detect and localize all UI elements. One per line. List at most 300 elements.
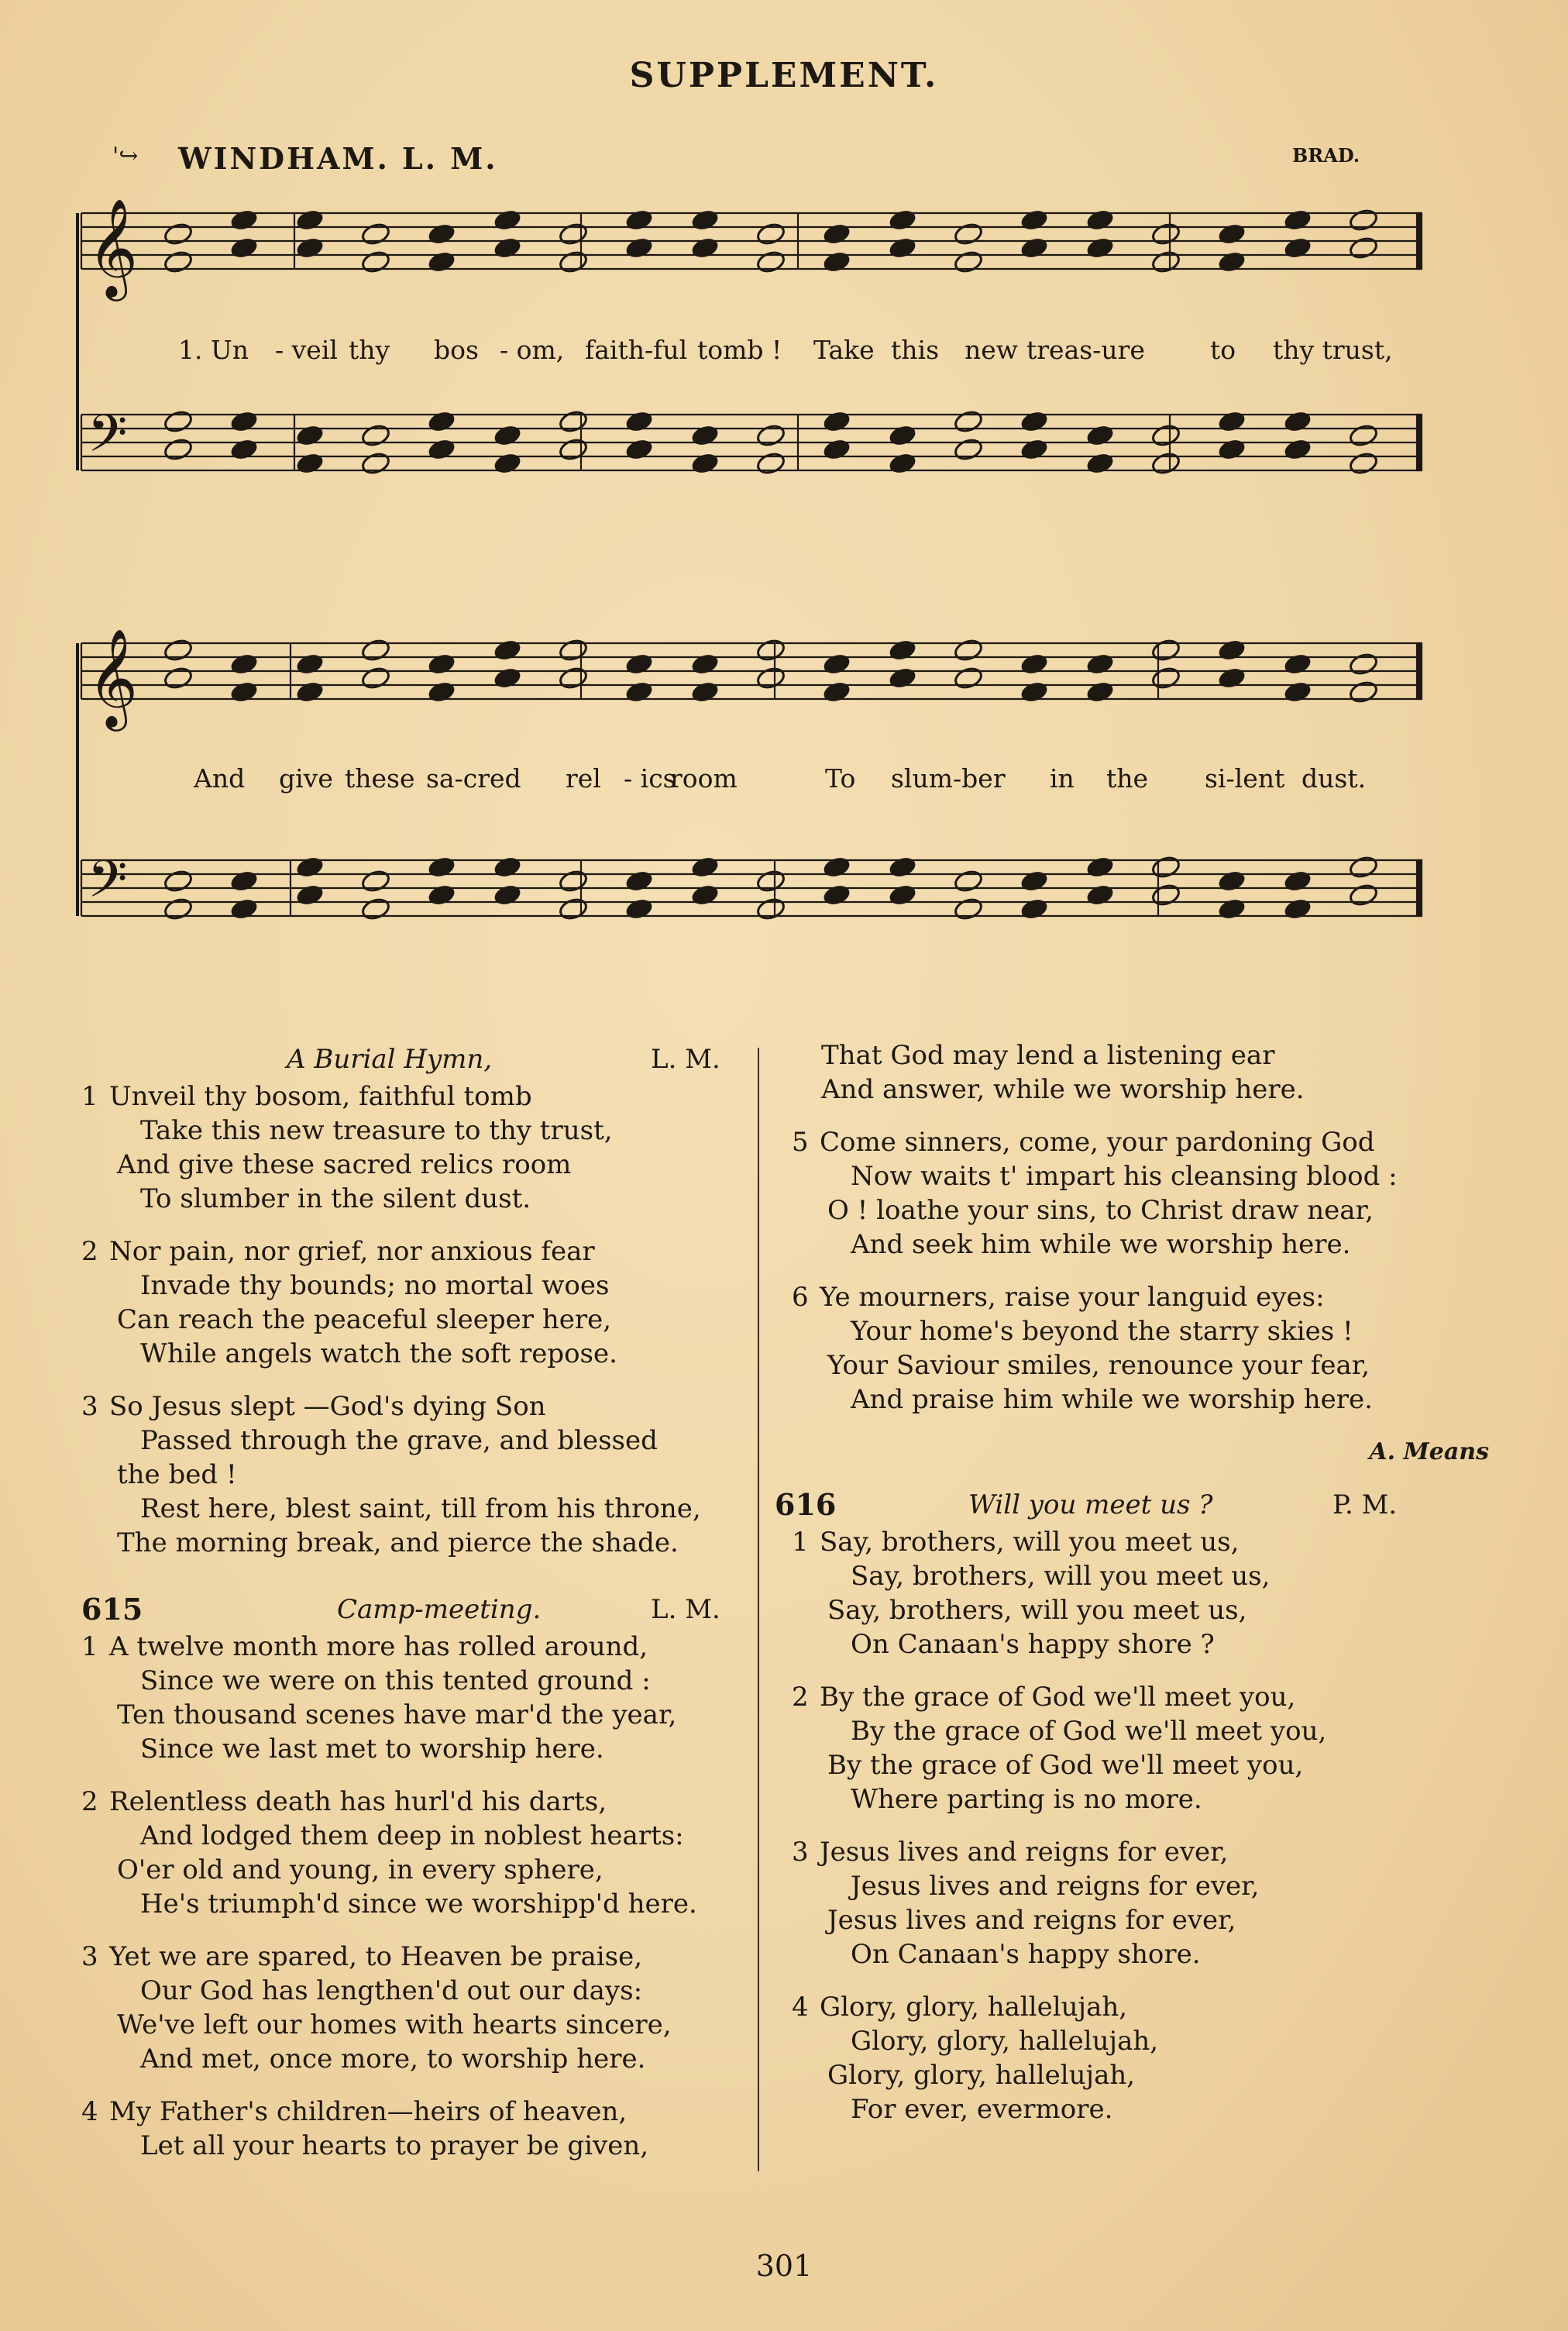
note-head: [1150, 423, 1181, 448]
stanza-line: [792, 1748, 1472, 1782]
stanza-number: 1: [792, 1527, 809, 1558]
note-head: [1019, 897, 1049, 921]
line-text: And give these sacred relics room: [117, 1149, 572, 1180]
stanza-line: [792, 1227, 1489, 1262]
stanza: [792, 1990, 1472, 2126]
line-text: Jesus lives and reigns for ever,: [851, 1871, 1260, 1902]
note-head: [163, 638, 193, 663]
stanza-line: [81, 1182, 755, 1216]
hymn-number: 615: [81, 1592, 143, 1627]
stanza-line: [792, 1835, 1472, 1869]
note-head: [229, 897, 259, 921]
note-head: [229, 680, 259, 704]
stanza: [81, 1785, 755, 1921]
lyric-syllable: si-lent: [1205, 763, 1285, 794]
lyric-syllable: 1. Un: [178, 335, 249, 365]
lyric-syllable: dust.: [1302, 763, 1367, 794]
note-head: [1019, 652, 1049, 677]
lyric-syllable: room: [670, 763, 738, 794]
note-head: [558, 250, 588, 274]
stanza-line: [792, 1314, 1489, 1348]
note-head: [163, 666, 193, 690]
note-head: [1150, 222, 1181, 246]
note-head: [492, 855, 522, 880]
note-head: [294, 680, 325, 704]
stanza-line: [81, 1940, 755, 1974]
note-head: [1019, 236, 1049, 260]
note-head: [492, 208, 522, 232]
lyric-syllable: bos: [434, 335, 479, 365]
note-head: [624, 652, 654, 677]
note-head: [1150, 638, 1181, 663]
note-head: [755, 451, 786, 476]
note-head: [360, 638, 390, 663]
note-head: [887, 208, 917, 232]
note-head: [1216, 222, 1246, 246]
hymn-615: [81, 1592, 755, 2181]
note-head: [1216, 666, 1246, 690]
note-head: [821, 855, 851, 880]
stanza-number: 2: [81, 1236, 98, 1267]
line-text: Ten thousand scenes have mar'd the year,: [117, 1699, 677, 1730]
note-head: [689, 680, 720, 704]
note-head: [624, 437, 654, 462]
note-head: [1216, 869, 1246, 893]
music-score: [0, 0, 1568, 1007]
note-head: [1085, 652, 1115, 677]
stanza-line: [81, 1234, 755, 1269]
note-head: [558, 409, 588, 434]
note-head: [558, 897, 588, 921]
stanza-line: [81, 1424, 755, 1458]
note-head: [426, 437, 456, 462]
stanza-line: [81, 2042, 755, 2076]
tune-mark: '↪: [112, 143, 139, 170]
line-text: And praise him while we worship here.: [851, 1384, 1373, 1415]
stanza-number: 3: [792, 1837, 809, 1868]
note-head: [953, 222, 983, 246]
note-head: [1282, 208, 1312, 232]
note-head: [1348, 883, 1378, 907]
line-text: Since we were on this tented ground :: [140, 1665, 651, 1696]
note-heads: [88, 198, 1379, 921]
note-head: [821, 652, 851, 677]
line-text: Say, brothers, will you meet us,: [820, 1527, 1240, 1558]
bass-clef-icon: 𝄢: [88, 404, 128, 476]
stanza-line: [81, 1630, 755, 1664]
note-head: [755, 250, 786, 274]
lyric-syllable: these: [345, 763, 415, 794]
final-barline: [1417, 860, 1422, 916]
hymn-header: [775, 1488, 1472, 1525]
note-head: [426, 409, 456, 434]
note-head: [624, 409, 654, 434]
stanza-number: 4: [792, 1992, 809, 2023]
note-head: [887, 638, 917, 663]
note-head: [887, 451, 917, 476]
note-head: [689, 208, 720, 232]
note-head: [492, 423, 522, 448]
note-head: [689, 883, 720, 907]
note-head: [558, 437, 588, 462]
note-head: [1282, 236, 1312, 260]
note-head: [360, 222, 390, 246]
note-head: [492, 666, 522, 690]
stanza-line: [792, 1073, 1489, 1107]
stanza: [792, 1125, 1489, 1262]
note-head: [558, 666, 588, 690]
note-head: [294, 423, 325, 448]
lyric-syllable: give: [279, 763, 333, 794]
note-head: [229, 869, 259, 893]
note-head: [953, 437, 983, 462]
note-head: [1085, 883, 1115, 907]
lyric-syllable: slum-ber: [891, 763, 1006, 794]
line-text: Let all your hearts to prayer be given,: [140, 2130, 649, 2161]
lyric-syllable: thy: [349, 335, 390, 365]
stanza-line: [81, 1303, 755, 1337]
stanza-line: [792, 1525, 1472, 1559]
note-head: [294, 236, 325, 260]
stanza: [81, 1630, 755, 1766]
note-head: [689, 423, 720, 448]
stanza-line: [792, 1680, 1472, 1714]
line-text: the bed !: [117, 1459, 237, 1490]
line-text: Say, brothers, will you meet us,: [851, 1561, 1271, 1592]
note-head: [1085, 855, 1115, 880]
note-head: [229, 409, 259, 434]
line-text: That God may lend a listening ear: [821, 1040, 1275, 1071]
line-text: My Father's children—heirs of heaven,: [109, 2096, 628, 2127]
line-text: The morning break, and pierce the shade.: [117, 1527, 679, 1558]
note-head: [1282, 680, 1312, 704]
line-text: Glory, glory, hallelujah,: [851, 2026, 1159, 2057]
line-text: Jesus lives and reigns for ever,: [820, 1837, 1229, 1868]
hymn-title: Will you meet us ?: [968, 1489, 1213, 1520]
line-text: And seek him while we worship here.: [851, 1229, 1351, 1260]
stanza-line: [81, 1785, 755, 1819]
line-text: A twelve month more has rolled around,: [109, 1631, 648, 1662]
line-text: By the grace of God we'll meet you,: [851, 1716, 1327, 1747]
note-head: [426, 855, 456, 880]
note-head: [1348, 423, 1378, 448]
note-head: [1085, 236, 1115, 260]
note-head: [294, 208, 325, 232]
note-head: [953, 250, 983, 274]
hymn-meter: L. M.: [651, 1044, 720, 1075]
final-barline: [1417, 415, 1422, 470]
line-text: And lodged them deep in noblest hearts:: [140, 1820, 684, 1851]
stanza-line: [81, 1389, 755, 1424]
lyric-syllable: faith-ful: [585, 335, 688, 365]
stanza-line: [81, 1732, 755, 1766]
note-head: [492, 883, 522, 907]
note-head: [163, 250, 193, 274]
note-head: [163, 869, 193, 893]
stanza-number: 2: [792, 1682, 809, 1713]
note-head: [821, 680, 851, 704]
stanza: [81, 2095, 755, 2163]
lyric-syllable: - veil: [275, 335, 338, 365]
note-head: [1019, 208, 1049, 232]
hymn-title: Camp-meeting.: [337, 1594, 542, 1625]
stanza-line: [792, 1903, 1472, 1937]
line-text: Come sinners, come, your pardoning God: [820, 1127, 1375, 1158]
lyric-syllable: - ics: [624, 763, 676, 794]
lyric-syllable: thy trust,: [1273, 335, 1393, 365]
note-head: [821, 409, 851, 434]
line-text: Where parting is no more.: [851, 1784, 1202, 1815]
hymn-author: A. Means: [1369, 1438, 1489, 1465]
note-head: [1150, 451, 1181, 476]
note-head: [360, 666, 390, 690]
note-head: [1150, 883, 1181, 907]
stanza: [792, 1680, 1472, 1816]
hymn-616: [775, 1488, 1472, 2145]
stanza-line: [81, 1698, 755, 1732]
stanza-line: [81, 1974, 755, 2008]
note-head: [492, 638, 522, 663]
note-head: [755, 423, 786, 448]
final-barline: [1417, 643, 1422, 699]
note-head: [1216, 437, 1246, 462]
note-head: [1348, 652, 1378, 677]
note-head: [1150, 666, 1181, 690]
note-head: [229, 236, 259, 260]
note-head: [755, 638, 786, 663]
line-text: And answer, while we worship here.: [821, 1074, 1305, 1105]
note-head: [1216, 409, 1246, 434]
note-head: [755, 666, 786, 690]
note-head: [294, 451, 325, 476]
note-head: [953, 897, 983, 921]
line-text: Rest here, blest saint, till from his throne,: [140, 1493, 701, 1524]
note-head: [1085, 451, 1115, 476]
lyric-syllable: rel: [566, 763, 601, 794]
line-text: Our God has lengthen'd out our days:: [140, 1975, 643, 2006]
note-head: [1282, 409, 1312, 434]
stanza-line: [81, 2129, 755, 2163]
line-text: While angels watch the soft repose.: [140, 1338, 617, 1369]
line-text: To slumber in the silent dust.: [140, 1183, 531, 1214]
lyric-syllable: to: [1210, 335, 1236, 365]
note-head: [1085, 208, 1115, 232]
line-text: Say, brothers, will you meet us,: [827, 1595, 1247, 1626]
line-text: Relentless death has hurl'd his darts,: [109, 1786, 607, 1817]
line-text: Yet we are spared, to Heaven be praise,: [109, 1941, 643, 1972]
note-head: [1282, 897, 1312, 921]
stanza-line: [792, 1038, 1489, 1073]
note-head: [887, 236, 917, 260]
lyric-syllable: in: [1050, 763, 1075, 794]
note-head: [1348, 680, 1378, 704]
line-text: Jesus lives and reigns for ever,: [827, 1905, 1236, 1936]
note-head: [426, 883, 456, 907]
hymn-header: [81, 1042, 755, 1079]
line-text: For ever, evermore.: [851, 2094, 1113, 2125]
hymn-number: 616: [775, 1487, 837, 1522]
stanza-line: [792, 1782, 1472, 1816]
lyric-syllable: - om,: [500, 335, 565, 365]
line-text: And met, once more, to worship here.: [140, 2043, 646, 2074]
note-head: [1282, 437, 1312, 462]
note-head: [887, 666, 917, 690]
note-head: [1216, 250, 1246, 274]
note-head: [821, 250, 851, 274]
note-head: [294, 652, 325, 677]
line-text: Passed through the grave, and blessed: [140, 1425, 658, 1456]
line-text: O ! loathe your sins, to Christ draw near,: [827, 1195, 1374, 1226]
lyric-syllable: To: [825, 763, 856, 794]
note-head: [426, 222, 456, 246]
line-text: Now waits t' impart his cleansing blood :: [851, 1161, 1398, 1192]
stanza-line: [792, 1348, 1489, 1382]
line-text: By the grace of God we'll meet you,: [827, 1750, 1304, 1781]
stanza-line: [792, 1593, 1472, 1627]
stanza: [81, 1389, 755, 1560]
hymn-header: [81, 1592, 755, 1630]
note-head: [689, 855, 720, 880]
line-text: Since we last met to worship here.: [140, 1734, 604, 1765]
stanza: [792, 1835, 1472, 1971]
stanza-line: [792, 1990, 1472, 2024]
note-head: [229, 652, 259, 677]
stanza-number: 2: [81, 1786, 98, 1817]
stanza-line: [792, 1193, 1489, 1227]
note-head: [558, 638, 588, 663]
stanza-line: [792, 1869, 1472, 1903]
stanza-line: [81, 2008, 755, 2042]
stanza-line: [792, 1559, 1472, 1593]
note-head: [953, 409, 983, 434]
lyric-syllable: tomb !: [697, 335, 782, 365]
note-head: [755, 222, 786, 246]
stanza-line: [81, 1458, 755, 1492]
note-head: [294, 883, 325, 907]
stanza-line: [81, 1887, 755, 1921]
lyric-syllable: And: [194, 763, 246, 794]
note-head: [1150, 855, 1181, 880]
stanza-line: [81, 1819, 755, 1853]
stanza-line: [81, 1664, 755, 1698]
note-head: [360, 423, 390, 448]
note-head: [624, 897, 654, 921]
note-head: [1085, 680, 1115, 704]
line-text: On Canaan's happy shore ?: [851, 1629, 1215, 1660]
note-head: [689, 451, 720, 476]
lyric-syllable: the: [1106, 763, 1149, 794]
tune-name: WINDHAM. L. M.: [178, 141, 498, 176]
hymn-meter: L. M.: [651, 1594, 720, 1625]
note-head: [163, 897, 193, 921]
note-head: [558, 869, 588, 893]
note-head: [1019, 869, 1049, 893]
note-head: [1019, 437, 1049, 462]
note-head: [426, 680, 456, 704]
note-head: [1150, 250, 1181, 274]
hymn-meter: P. M.: [1332, 1489, 1398, 1520]
note-head: [1348, 451, 1378, 476]
stanza-number: 5: [792, 1127, 809, 1158]
note-head: [360, 869, 390, 893]
lyric-syllable: new: [965, 335, 1019, 365]
note-head: [492, 451, 522, 476]
note-head: [360, 451, 390, 476]
note-head: [360, 897, 390, 921]
note-head: [821, 437, 851, 462]
hymn-title: A Burial Hymn,: [287, 1044, 493, 1075]
note-head: [163, 222, 193, 246]
note-head: [1085, 423, 1115, 448]
stanza-line: [792, 2024, 1472, 2058]
line-text: He's triumph'd since we worshipp'd here.: [140, 1889, 697, 1920]
hymn-burial: [81, 1042, 755, 1579]
stanza-line: [792, 2092, 1472, 2126]
note-head: [624, 680, 654, 704]
note-head: [953, 869, 983, 893]
treble-clef-icon: 𝄞: [88, 198, 139, 297]
note-head: [1348, 236, 1378, 260]
stanza-number: 6: [792, 1282, 809, 1313]
note-head: [1216, 638, 1246, 663]
line-text: Unveil thy bosom, faithful tomb: [109, 1081, 532, 1112]
stanza-line: [792, 1280, 1489, 1314]
final-barline: [1417, 213, 1422, 269]
hymn-615-continued: [792, 1038, 1489, 1469]
note-head: [163, 437, 193, 462]
note-head: [1282, 652, 1312, 677]
stanza: [81, 1940, 755, 2076]
line-text: By the grace of God we'll meet you,: [820, 1682, 1296, 1713]
stanza-line: [792, 2058, 1472, 2092]
note-head: [492, 236, 522, 260]
line-text: Glory, glory, hallelujah,: [820, 1992, 1128, 2023]
bass-clef-icon: 𝄢: [88, 849, 128, 921]
lyric-syllable: this: [891, 335, 940, 365]
stanza-line: [81, 1492, 755, 1526]
line-text: Take this new treasure to thy trust,: [140, 1115, 613, 1146]
lyric-syllable: treas-ure: [1026, 335, 1145, 365]
stanza-line: [792, 1125, 1489, 1159]
note-head: [229, 437, 259, 462]
stanza-line: [792, 1937, 1472, 1971]
stanza-number: 4: [81, 2096, 98, 2127]
note-head: [1216, 897, 1246, 921]
stanza: [792, 1280, 1489, 1417]
stanza-line: [81, 1337, 755, 1371]
note-head: [821, 883, 851, 907]
stanza-line: [792, 1714, 1472, 1748]
stanza-line: [81, 2095, 755, 2129]
stanza-number: 3: [81, 1391, 98, 1422]
stanza: [81, 1079, 755, 1216]
note-head: [229, 208, 259, 232]
note-head: [821, 222, 851, 246]
lyric-syllable: Take: [813, 335, 875, 365]
stanza-number: 3: [81, 1941, 98, 1972]
line-text: O'er old and young, in every sphere,: [117, 1854, 603, 1885]
stanza-line: [81, 1269, 755, 1303]
treble-clef-icon: 𝄞: [88, 628, 139, 727]
note-head: [294, 855, 325, 880]
note-head: [887, 423, 917, 448]
stanza-line: [81, 1114, 755, 1148]
note-head: [953, 666, 983, 690]
note-head: [755, 897, 786, 921]
stanza-number: 1: [81, 1631, 98, 1662]
line-text: On Canaan's happy shore.: [851, 1939, 1201, 1970]
note-head: [689, 652, 720, 677]
